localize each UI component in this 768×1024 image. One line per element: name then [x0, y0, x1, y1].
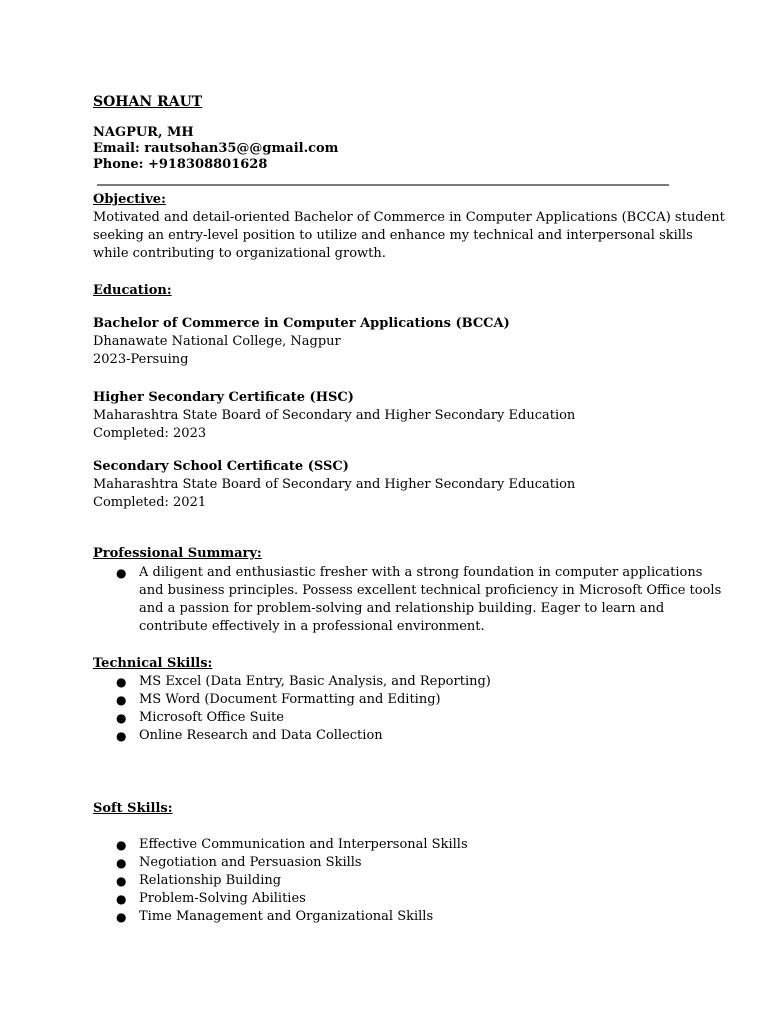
- education-institution: Maharashtra State Board of Secondary and Higher Secondary Education: [93, 477, 576, 492]
- bullet-icon: ●: [116, 711, 127, 725]
- summary-line: contribute effectively in a professional environment.: [139, 619, 485, 634]
- education-institution: Maharashtra State Board of Secondary and Higher Secondary Education: [93, 408, 576, 423]
- soft-skill-item: Time Management and Organizational Skills: [139, 909, 434, 924]
- candidate-name: SOHAN RAUT: [93, 94, 203, 110]
- soft-skill-item: Negotiation and Persuasion Skills: [139, 855, 362, 870]
- summary-line: and business principles. Possess excellent technical proficiency in Microsoft Office tools: [139, 583, 722, 598]
- education-institution: Dhanawate National College, Nagpur: [93, 334, 341, 349]
- technical-skill-item: Online Research and Data Collection: [139, 728, 383, 743]
- education-status: Completed: 2021: [93, 495, 207, 510]
- bullet-icon: ●: [116, 856, 127, 870]
- bullet-icon: ●: [116, 675, 127, 689]
- education-degree: Secondary School Certificate (SSC): [93, 459, 349, 474]
- education-status: Completed: 2023: [93, 426, 207, 441]
- objective-line: Motivated and detail-oriented Bachelor of Commerce in Computer Applications (BCCA) student: [93, 210, 725, 225]
- technical-skills-heading: Technical Skills:: [93, 656, 213, 671]
- bullet-icon: ●: [116, 874, 127, 888]
- technical-skill-item: Microsoft Office Suite: [139, 710, 284, 725]
- objective-heading: Objective:: [93, 192, 166, 207]
- bullet-icon: ●: [116, 693, 127, 707]
- summary-line: A diligent and enthusiastic fresher with a strong foundation in computer applications: [139, 565, 703, 580]
- header-divider: [97, 184, 669, 186]
- soft-skill-item: Effective Communication and Interpersonal Skills: [139, 837, 468, 852]
- technical-skill-item: MS Word (Document Formatting and Editing): [139, 692, 441, 707]
- phone: Phone: +918308801628: [93, 157, 268, 172]
- objective-line: while contributing to organizational growth.: [93, 246, 386, 261]
- email: Email: rautsohan35@@gmail.com: [93, 141, 339, 156]
- bullet-icon: ●: [116, 838, 127, 852]
- bullet-icon: ●: [116, 910, 127, 924]
- summary-line: and a passion for problem-solving and relationship building. Eager to learn and: [139, 601, 665, 616]
- summary-heading: Professional Summary:: [93, 546, 262, 561]
- education-status: 2023-Persuing: [93, 352, 189, 367]
- bullet-icon: ●: [116, 729, 127, 743]
- bullet-icon: ●: [116, 566, 127, 580]
- education-degree: Bachelor of Commerce in Computer Applications (BCCA): [93, 316, 510, 331]
- objective-line: seeking an entry-level position to utilize and enhance my technical and interpersonal skills: [93, 228, 693, 243]
- soft-skills-heading: Soft Skills:: [93, 801, 173, 816]
- technical-skill-item: MS Excel (Data Entry, Basic Analysis, and Reporting): [139, 674, 491, 689]
- education-heading: Education:: [93, 283, 172, 298]
- bullet-icon: ●: [116, 892, 127, 906]
- education-degree: Higher Secondary Certificate (HSC): [93, 390, 354, 405]
- location: NAGPUR, MH: [93, 125, 194, 140]
- soft-skill-item: Relationship Building: [139, 873, 282, 888]
- soft-skill-item: Problem-Solving Abilities: [139, 891, 306, 906]
